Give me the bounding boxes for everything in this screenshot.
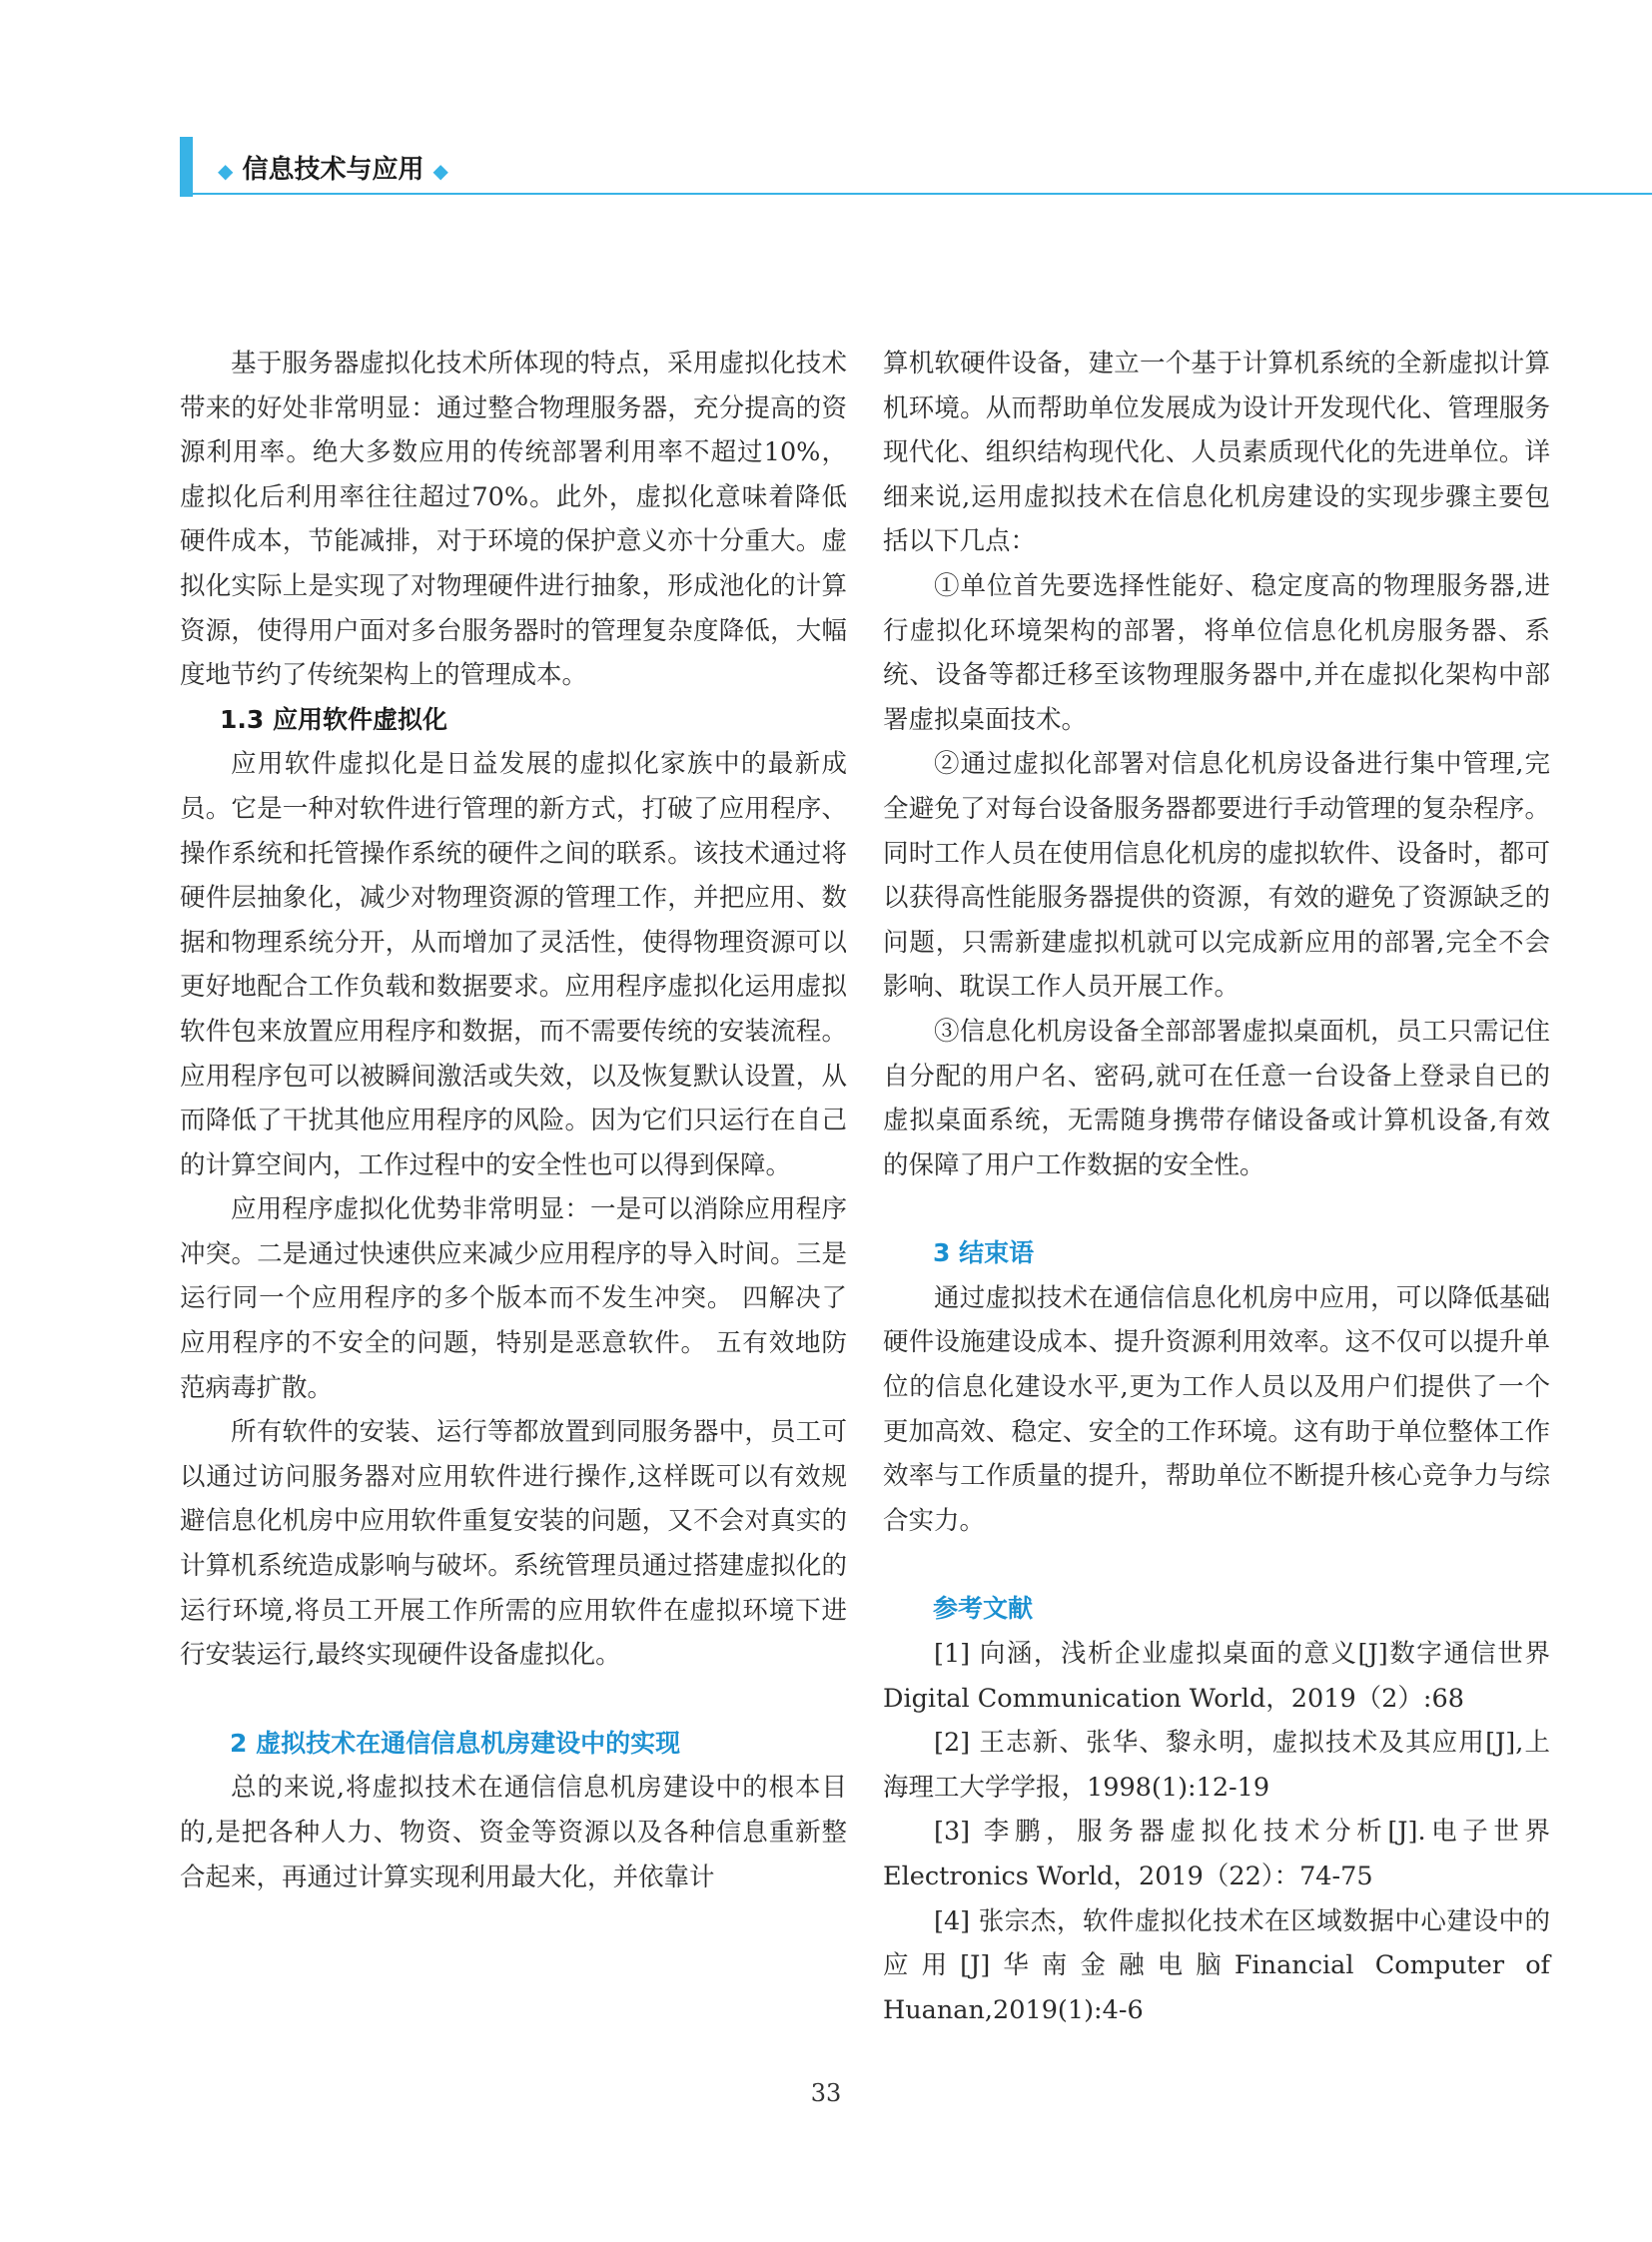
- section-heading-3: 3 结束语: [933, 1238, 1035, 1268]
- reference-item: [3] 李鹏，服务器虚拟化技术分析[J].电子世界 Electronics World，2019（22）：74-75: [883, 1817, 1550, 1891]
- reference-item: [4] 张宗杰，软件虚拟化技术在区域数据中心建设中的应用[J]华南金融电脑Financial Computer of Huanan,2019(1):4-6: [883, 1905, 1550, 2025]
- paragraph: ②通过虚拟化部署对信息化机房设备进行集中管理,完全避免了对每台设备服务器都要进行手动管理的复杂程序。同时工作人员在使用信息化机房的虚拟软件、设备时，都可以获得高性能服务器提供的资源，有效的避免了资源缺乏的问题，只需新建虚拟机就可以完成新应用的部署,完全不会影响、耽误工作人员开展工作。: [883, 749, 1550, 1003]
- journal-section-title: ◆ 信息技术与应用 ◆: [218, 155, 448, 185]
- section-heading-2: 2 虚拟技术在通信信息机房建设中的实现: [230, 1728, 681, 1758]
- paragraph: 通过虚拟技术在通信信息化机房中应用，可以降低基础硬件设施建设成本、提升资源利用效率。这不仅可以提升单位的信息化建设水平,更为工作人员以及用户们提供了一个更加高效、稳定、安全的工作环境。这有助于单位整体工作效率与工作质量的提升，帮助单位不断提升核心竞争力与综合实力。: [883, 1282, 1550, 1536]
- paragraph: ③信息化机房设备全部部署虚拟桌面机，员工只需记住自分配的用户名、密码,就可在任意一台设备上登录自已的虚拟桌面系统，无需随身携带存储设备或计算机设备,有效的保障了用户工作数据的安全性。: [883, 1016, 1550, 1180]
- diamond-icon: ◆: [218, 159, 234, 183]
- paragraph: 应用软件虚拟化是日益发展的虚拟化家族中的最新成员。它是一种对软件进行管理的新方式，打破了应用程序、操作系统和托管操作系统的硬件之间的联系。该技术通过将硬件层抽象化，减少对物理资源的管理工作，并把应用、数据和物理系统分开，从而增加了灵活性，使得物理资源可以更好地配合工作负载和数据要求。应用程序虚拟化运用虚拟软件包来放置应用程序和数据，而不需要传统的安装流程。应用程序包可以被瞬间激活或失效，以及恢复默认设置，从而降低了干扰其他应用程序的风险。因为它们只运行在自己的计算空间内，工作过程中的安全性也可以得到保障。: [180, 749, 847, 1180]
- spacer: [180, 1678, 847, 1722]
- reference-list: [883, 1632, 1550, 2032]
- paragraph: 总的来说,将虚拟技术在通信信息机房建设中的根本目的,是把各种人力、物资、资金等资源以及各种信息重新整合起来，再通过计算实现利用最大化，并依靠计: [180, 1773, 847, 1892]
- paragraph: ①单位首先要选择性能好、稳定度高的物理服务器,进行虚拟化环境架构的部署，将单位信息化机房服务器、系统、设备等都迁移至该物理服务器中,并在虚拟化架构中部署虚拟桌面技术。: [883, 570, 1550, 735]
- right-column: [883, 342, 1550, 2032]
- page-number: 33: [810, 2079, 842, 2107]
- header-rule: [193, 193, 1652, 195]
- spacer: [883, 1543, 1550, 1587]
- diamond-icon: ◆: [432, 159, 448, 183]
- reference-item: [1] 向涵，浅析企业虚拟桌面的意义[J]数字通信世界 Digital Communication World，2019（2）:68: [883, 1639, 1550, 1714]
- header-accent-bar: [180, 137, 193, 197]
- page-header: [180, 137, 1652, 197]
- references-heading: 参考文献: [933, 1594, 1034, 1624]
- paragraph: 所有软件的安装、运行等都放置到同服务器中，员工可以通过访问服务器对应用软件进行操作,这样既可以有效规避信息化机房中应用软件重复安装的问题，又不会对真实的计算机系统造成影响与破坏。系统管理员通过搭建虚拟化的运行环境,将员工开展工作所需的应用软件在虚拟环境下进行安装运行,最终实现硬件设备虚拟化。: [180, 1417, 847, 1671]
- spacer: [883, 1187, 1550, 1231]
- paragraph: 应用程序虚拟化优势非常明显：一是可以消除应用程序冲突。二是通过快速供应来减少应用程序的导入时间。三是运行同一个应用程序的多个版本而不发生冲突。 四解决了应用程序的不安全的问题，特别是恶意软件。 五有效地防范病毒扩散。: [180, 1194, 847, 1403]
- left-column: [180, 342, 847, 1899]
- paragraph: 算机软硬件设备，建立一个基于计算机系统的全新虚拟计算机环境。从而帮助单位发展成为设计开发现代化、管理服务现代化、组织结构现代化、人员素质现代化的先进单位。详细来说,运用虚拟技术在信息化机房建设的实现步骤主要包括以下几点：: [883, 349, 1550, 557]
- section-heading-1-3: 1.3 应用软件虚拟化: [220, 704, 447, 734]
- reference-item: [2] 王志新、张华、黎永明，虚拟技术及其应用[J],上海理工大学学报，1998(1):12-19: [883, 1728, 1550, 1803]
- paragraph: 基于服务器虚拟化技术所体现的特点，采用虚拟化技术带来的好处非常明显：通过整合物理服务器，充分提高的资源利用率。绝大多数应用的传统部署利用率不超过10%，虚拟化后利用率往往超过70%。此外，虚拟化意味着降低硬件成本，节能减排，对于环境的保护意义亦十分重大。虚拟化实际上是实现了对物理硬件进行抽象，形成池化的计算资源，使得用户面对多台服务器时的管理复杂度降低，大幅度地节约了传统架构上的管理成本。: [180, 349, 847, 691]
